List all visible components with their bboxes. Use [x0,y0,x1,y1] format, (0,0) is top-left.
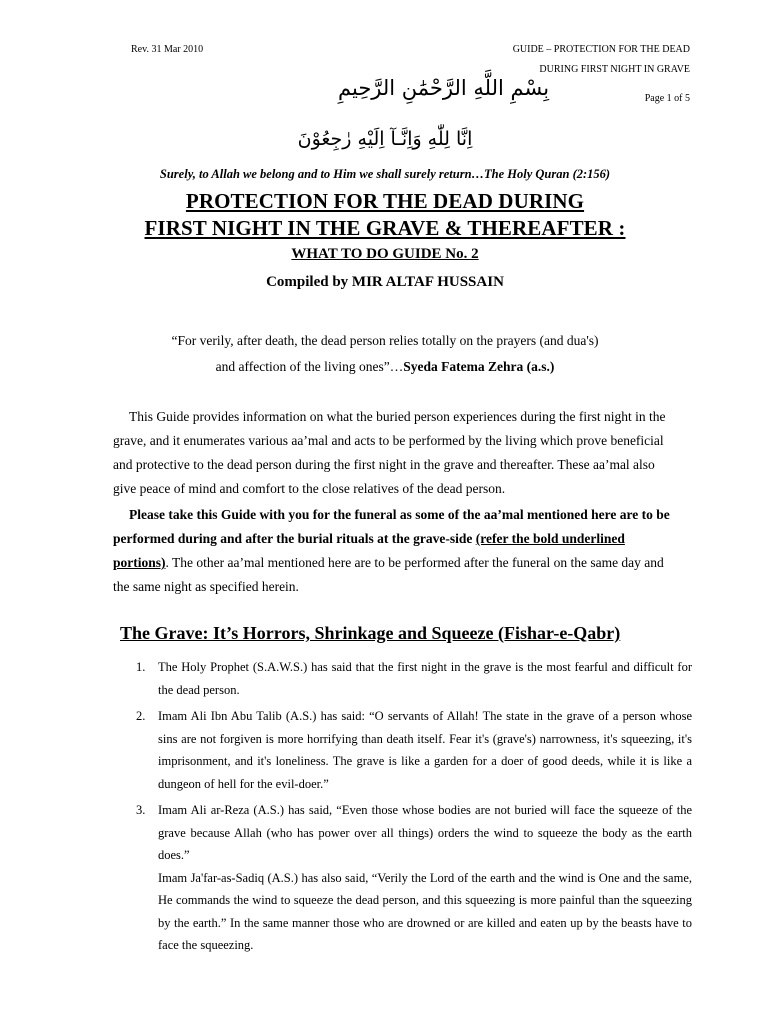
revision-date: Rev. 31 Mar 2010 [131,44,204,55]
guide-subtitle: WHAT TO DO GUIDE No. 2 [291,246,479,262]
intro-paragraph [113,405,673,501]
list-item [120,656,692,701]
list-item-text: Imam Ali ar-Reza (A.S.) has said, “Even those whose bodies are not buried will face the squeeze of the grave because Allah (who has power over all things) orders the wind to squeeze the body as the earth does.” [158,803,692,862]
numbered-list [120,656,692,961]
bismillah-calligraphy: بِسْمِ اللَّهِ الرَّحْمَٰنِ الرَّحِيمِ [338,76,550,100]
list-item-number: 1. [136,660,146,674]
quote-text: and affection of the living ones”… [215,359,404,374]
list-item-text-continued: Imam Ja'far-as-Sadiq (A.S.) has also said, “Verily the Lord of the earth and the wind is One and the same, He commands the wind to squeeze the dead person, and this squeezing is more painful than the squeezing by the earth.” In the same manner those who are drowned or are killed and eaten up by the beasts have to face the squeezing. [158,870,692,952]
page-title-line2: FIRST NIGHT IN THE GRAVE & THEREAFTER : [144,216,626,240]
verse-translation: Surely, to Allah we belong and to Him we shall surely return…The Holy Quran (2:156) [159,167,611,181]
instruction-rest: . The other aa’mal mentioned here are to be performed after the funeral on the same day and the same night as specified herein. [113,555,664,594]
page-title-line1: PROTECTION FOR THE DEAD DURING [185,189,585,213]
instruction-bold: Please take this Guide with you for the funeral as some of the aa’mal mentioned here are to be performed during and after the burial rituals at the grave-side [113,507,670,546]
intro-text: This Guide provides information on what the buried person experiences during the first night in the grave, and it enumerates various aa’mal and acts to be performed by the living which prove beneficial and protective to the dead person during the first night in the grave and thereafter. These aa’mal also give peace of mind and comfort to the close relatives of the dead person. [113,409,666,496]
header-guide-line1: GUIDE – PROTECTION FOR THE DEAD [512,44,690,55]
instruction-paragraph [113,503,673,599]
quote-line1: “For verily, after death, the dead person relies totally on the prayers (and dua's) [171,333,599,348]
compiled-by: Compiled by MIR ALTAF HUSSAIN [266,274,504,290]
verse-arabic: اِنَّا لِلّٰهِ وَاِنَّـآ اِلَيْهِ رٰجِعُوْنَ [297,128,473,150]
instruction-underlined: (refer the bold underlined portions) [113,531,625,570]
list-item-number: 2. [136,709,146,723]
quote-line2 [0,359,770,375]
list-item-number: 3. [136,803,146,817]
page-number: Page 1 of 5 [644,93,690,104]
list-item [120,705,692,795]
list-item-text: The Holy Prophet (S.A.W.S.) has said that the first night in the grave is the most fearful and difficult for the dead person. [158,660,692,697]
header-guide-line2: DURING FIRST NIGHT IN GRAVE [539,64,690,75]
quote-attribution: Syeda Fatema Zehra (a.s.) [403,359,555,374]
list-item [120,799,692,957]
section-heading: The Grave: It’s Horrors, Shrinkage and Squeeze (Fishar-e-Qabr) [120,623,621,643]
list-item-text: Imam Ali Ibn Abu Talib (A.S.) has said: “O servants of Allah! The state in the grave of a person whose sins are not forgiven is more horrifying than death itself. Fear it's (grave's) narrowness, it's squeezing, it's imprisonment, and it's loneliness. The grave is like a garden for a doer of good deeds, while it is like a dungeon of hell for the evil-doer.” [158,709,692,791]
